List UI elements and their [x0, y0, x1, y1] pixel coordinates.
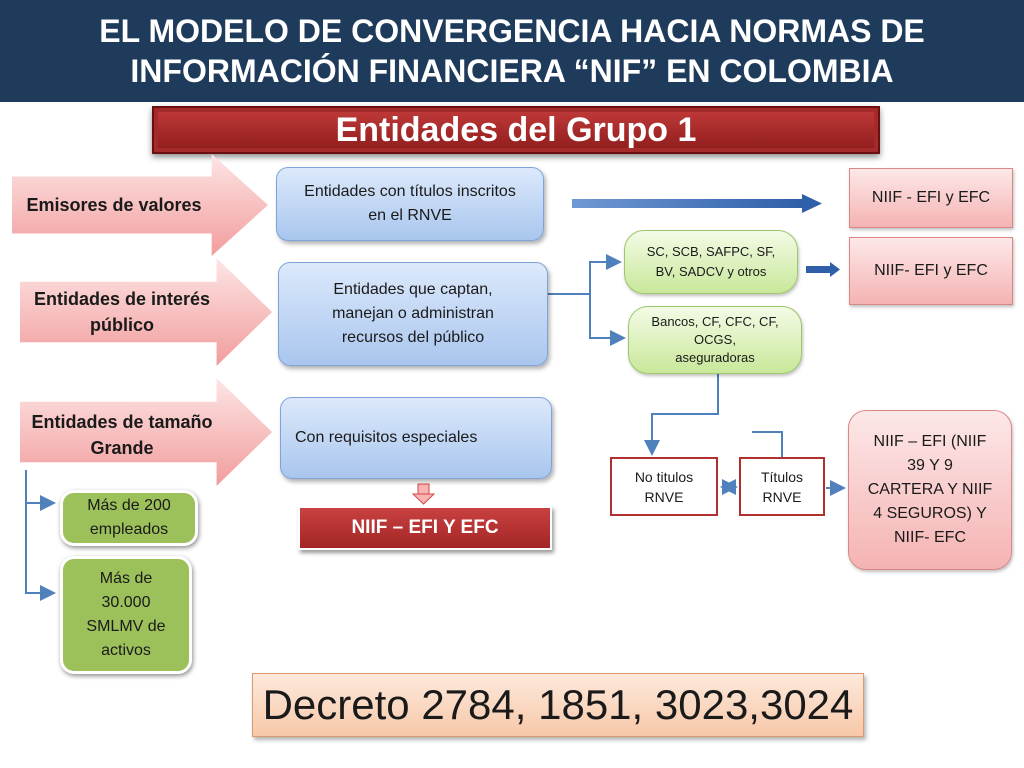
- desc-rnve-line-2: en el RNVE: [368, 207, 452, 224]
- desc-requisitos: [280, 397, 552, 479]
- criterion-smlmv-line-3: SMLMV de: [86, 618, 166, 635]
- outcome-niif-efi-efc-2-label: NIIF- EFI y EFC: [874, 262, 988, 279]
- slide-title: [0, 0, 1024, 102]
- category-emisores: [14, 180, 214, 230]
- down-arrow-requisitos: [413, 484, 434, 504]
- rnve-no-titulos: [610, 457, 718, 516]
- group-banner: Entidades del Grupo 1: [152, 106, 880, 154]
- outcome-niif-special-line-2: 39 Y 9: [907, 457, 953, 474]
- category-tamano: [22, 405, 222, 465]
- outcome-niif-efi-efc-1: [849, 168, 1013, 228]
- outcome-niif-special-line-1: NIIF – EFI (NIIF: [873, 433, 987, 450]
- criterion-smlmv-line-1: Más de: [99, 570, 153, 587]
- desc-rnve: [276, 167, 544, 241]
- subgroup-bancos-line-3: aseguradoras: [675, 350, 755, 365]
- outcome-niif-caps-label: NIIF – EFI Y EFC: [351, 517, 499, 538]
- desc-captan-line-1: Entidades que captan,: [333, 281, 493, 298]
- outcome-niif-special-line-3: CARTERA Y NIIF: [867, 481, 993, 498]
- category-interes: [22, 282, 222, 342]
- category-emisores-label: Emisores de valores: [26, 195, 202, 215]
- criterion-empleados: [60, 490, 198, 546]
- rnve-no-titulos-line-2: RNVE: [644, 488, 684, 505]
- rnve-titulos-line-2: RNVE: [762, 488, 802, 505]
- subgroup-sc-line-2: BV, SADCV y otros: [655, 264, 767, 279]
- outcome-niif-special-line-5: NIIF- EFC: [894, 529, 966, 546]
- desc-captan-line-2: manejan o administran: [332, 305, 494, 322]
- criterion-empleados-line-1: Más de 200: [87, 497, 171, 514]
- rnve-titulos: [739, 457, 825, 516]
- branch-bancos: [652, 372, 718, 454]
- branch-tamano: [26, 470, 54, 593]
- category-tamano-line-1: Entidades de tamaño: [31, 412, 213, 432]
- decreto-box: [252, 673, 864, 737]
- slide-title-line-1: EL MODELO DE CONVERGENCIA HACIA NORMAS DE: [99, 13, 925, 49]
- branch-titulos: [752, 432, 782, 458]
- decreto-label: Decreto 2784, 1851, 3023,3024: [262, 681, 854, 728]
- subgroup-bancos-line-1: Bancos, CF, CFC, CF,: [651, 314, 779, 329]
- desc-captan-line-3: recursos del público: [341, 329, 485, 346]
- category-interes-line-1: Entidades de interés: [33, 289, 211, 309]
- branch-captan: [548, 262, 624, 338]
- subgroup-sc-line-1: SC, SCB, SAFPC, SF,: [646, 244, 776, 259]
- desc-rnve-line-1: Entidades con títulos inscritos: [304, 183, 516, 200]
- subgroup-sc: [624, 230, 798, 294]
- outcome-niif-special-line-4: 4 SEGUROS) Y: [873, 505, 987, 522]
- desc-requisitos-label: Con requisitos especiales: [295, 429, 478, 446]
- desc-captan: [278, 262, 548, 366]
- outcome-niif-efi-efc-1-label: NIIF - EFI y EFC: [871, 189, 991, 206]
- subgroup-bancos: [628, 306, 802, 374]
- category-interes-line-2: público: [90, 315, 154, 335]
- criterion-smlmv-line-4: activos: [101, 642, 151, 659]
- outcome-niif-efi-efc-2: [849, 237, 1013, 305]
- category-tamano-line-2: Grande: [90, 438, 154, 458]
- outcome-niif-special: [848, 410, 1012, 570]
- rnve-no-titulos-line-1: No titulos: [634, 468, 694, 485]
- long-arrow-emisores: [572, 194, 822, 213]
- criterion-smlmv-line-2: 30.000: [101, 594, 151, 611]
- criterion-smlmv: [60, 556, 192, 674]
- short-arrow-sc: [806, 262, 840, 277]
- criterion-empleados-line-2: empleados: [89, 521, 169, 538]
- rnve-titulos-line-1: Títulos: [760, 468, 803, 485]
- subgroup-bancos-line-2: OCGS,: [694, 332, 736, 347]
- outcome-niif-caps: [298, 506, 552, 550]
- slide-title-line-2: INFORMACIÓN FINANCIERA “NIF” EN COLOMBIA: [130, 53, 894, 89]
